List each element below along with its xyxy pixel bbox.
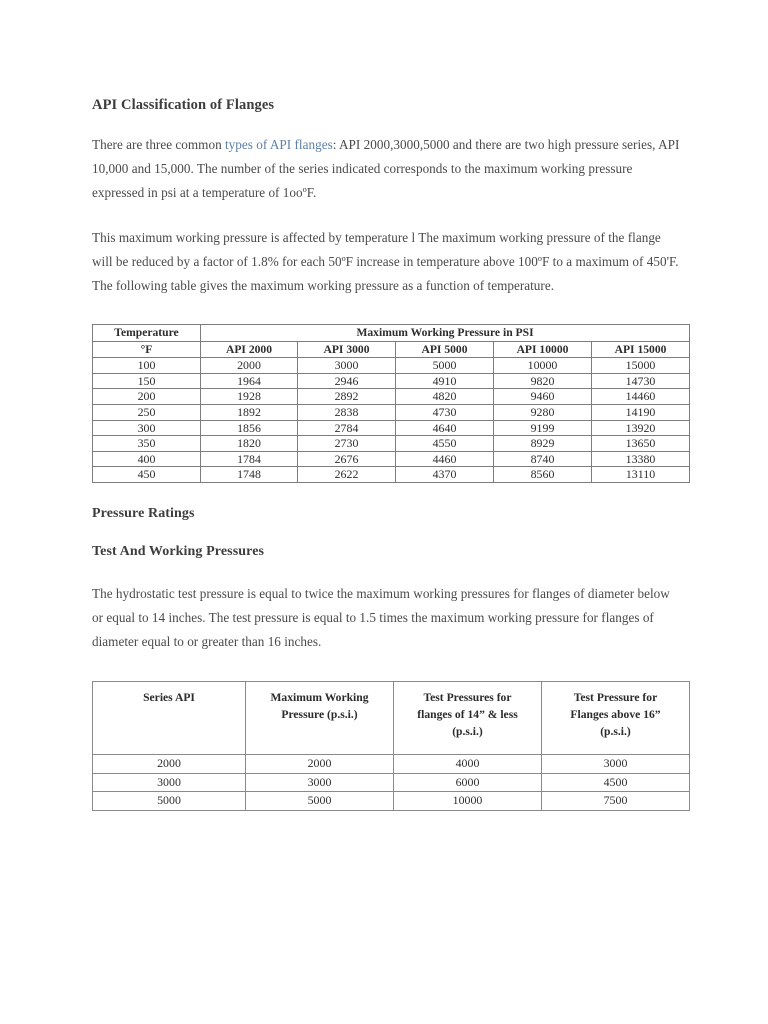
- th-group-max-working-pressure: Maximum Working Pressure in PSI: [201, 325, 690, 342]
- cell-max-working-pressure: 3000: [246, 773, 394, 792]
- cell-temperature: 400: [93, 451, 201, 467]
- cell-api-10000: 9199: [494, 420, 592, 436]
- table-row: [93, 436, 690, 452]
- th-test-16-line3: (p.s.i.): [600, 725, 631, 739]
- th-api-3000: API 3000: [298, 341, 396, 358]
- cell-temperature: 200: [93, 389, 201, 405]
- cell-api-3000: 2784: [298, 420, 396, 436]
- table-2-header-row: [93, 682, 690, 755]
- cell-api-2000: 1856: [201, 420, 298, 436]
- th-api-10000: API 10000: [494, 341, 592, 358]
- table-1-header-row-1: [93, 325, 690, 342]
- paragraph-intro: [92, 133, 680, 205]
- th-series-api-line1: Series API: [143, 691, 195, 705]
- cell-api-10000: 9460: [494, 389, 592, 405]
- cell-api-15000: 13650: [592, 436, 690, 452]
- cell-api-5000: 5000: [396, 358, 494, 374]
- cell-api-5000: 4820: [396, 389, 494, 405]
- cell-temperature: 150: [93, 373, 201, 389]
- cell-api-3000: 2730: [298, 436, 396, 452]
- paragraph-hydrostatic-test: The hydrostatic test pressure is equal to twice the maximum working pressures for flanges of diameter below or equal to 14 inches. The test pressure is equal to 1.5 times the maximum working pressure for flanges of diameter equal to or greater than 16 inches.: [92, 586, 670, 650]
- paragraph-spacer: [92, 205, 680, 226]
- cell-api-2000: 1928: [201, 389, 298, 405]
- cell-api-15000: 15000: [592, 358, 690, 374]
- cell-api-2000: 1964: [201, 373, 298, 389]
- cell-api-3000: 2892: [298, 389, 396, 405]
- cell-max-working-pressure: 2000: [246, 755, 394, 774]
- cell-temperature: 450: [93, 467, 201, 483]
- th-api-15000: API 15000: [592, 341, 690, 358]
- cell-test-pressure-16-above: 4500: [542, 773, 690, 792]
- cell-series-api: 2000: [93, 755, 246, 774]
- cell-series-api: 5000: [93, 792, 246, 811]
- cell-api-15000: 14190: [592, 404, 690, 420]
- heading-test-and-working-pressures: Test And Working Pressures: [92, 544, 265, 560]
- heading-pressure-ratings: Pressure Ratings: [92, 505, 195, 521]
- cell-api-10000: 8929: [494, 436, 592, 452]
- cell-api-5000: 4910: [396, 373, 494, 389]
- cell-api-15000: 14730: [592, 373, 690, 389]
- table-1-body: [93, 358, 690, 483]
- th-series-api: [93, 682, 246, 755]
- table-row: [93, 420, 690, 436]
- gap-before-pressure-ratings: [92, 483, 680, 505]
- cell-api-5000: 4460: [396, 451, 494, 467]
- table-row: [93, 792, 690, 811]
- th-test-pressure-above-16: [542, 682, 690, 755]
- cell-api-10000: 9820: [494, 373, 592, 389]
- cell-api-5000: 4640: [396, 420, 494, 436]
- table-row: [93, 404, 690, 420]
- cell-api-15000: 13110: [592, 467, 690, 483]
- cell-temperature: 250: [93, 404, 201, 420]
- cell-api-3000: 2946: [298, 373, 396, 389]
- cell-api-15000: 14460: [592, 389, 690, 405]
- types-of-api-flanges-link[interactable]: types of API flanges: [225, 137, 333, 153]
- cell-api-10000: 10000: [494, 358, 592, 374]
- th-max-working-line2: Pressure (p.s.i.): [281, 708, 358, 722]
- page-title: API Classification of Flanges: [92, 97, 275, 113]
- paragraph-intro-part1: There are three common: [92, 137, 225, 153]
- paragraph-temperature-effect: This maximum working pressure is affected by temperature l The maximum working pressure of the flange will be reduced by a factor of 1.8% for each 50ºF increase in temperature above 100ºF to a maximum of 450'F. The following table gives the maximum working pressure as a function of temperature.: [92, 230, 679, 294]
- th-test-14-line1: Test Pressures for: [423, 691, 512, 705]
- table-1-head: [93, 325, 690, 358]
- cell-api-2000: 1820: [201, 436, 298, 452]
- cell-test-pressure-14-less: 10000: [394, 792, 542, 811]
- th-test-16-line1: Test Pressure for: [573, 691, 658, 705]
- cell-temperature: 100: [93, 358, 201, 374]
- cell-test-pressure-16-above: 7500: [542, 792, 690, 811]
- cell-api-10000: 8740: [494, 451, 592, 467]
- th-api-2000: API 2000: [201, 341, 298, 358]
- cell-api-2000: 1892: [201, 404, 298, 420]
- cell-api-10000: 8560: [494, 467, 592, 483]
- th-test-14-line3: (p.s.i.): [452, 725, 483, 739]
- table-2-body: [93, 755, 690, 811]
- cell-api-2000: 2000: [201, 358, 298, 374]
- cell-max-working-pressure: 5000: [246, 792, 394, 811]
- table-2-wrapper: [92, 681, 689, 811]
- cell-api-3000: 3000: [298, 358, 396, 374]
- cell-api-10000: 9280: [494, 404, 592, 420]
- cell-temperature: 350: [93, 436, 201, 452]
- table-row: [93, 451, 690, 467]
- cell-temperature: 300: [93, 420, 201, 436]
- cell-api-3000: 2838: [298, 404, 396, 420]
- table-row: [93, 389, 690, 405]
- th-test-14-line2: flanges of 14” & less: [417, 708, 518, 722]
- cell-api-15000: 13380: [592, 451, 690, 467]
- th-maximum-working-pressure: [246, 682, 394, 755]
- cell-api-15000: 13920: [592, 420, 690, 436]
- cell-api-5000: 4370: [396, 467, 494, 483]
- table-row: [93, 755, 690, 774]
- table-1-header-row-2: [93, 341, 690, 358]
- th-test-pressures-14-and-less: [394, 682, 542, 755]
- cell-api-2000: 1748: [201, 467, 298, 483]
- max-working-pressure-table: [92, 324, 690, 483]
- cell-api-3000: 2676: [298, 451, 396, 467]
- cell-test-pressure-14-less: 4000: [394, 755, 542, 774]
- document-content: [92, 96, 680, 811]
- cell-api-5000: 4550: [396, 436, 494, 452]
- table-row: [93, 373, 690, 389]
- table-row: [93, 467, 690, 483]
- th-max-working-line1: Maximum Working: [270, 691, 369, 705]
- th-test-16-line2: Flanges above 16”: [570, 708, 661, 722]
- paragraph-intro-part2: : API 2000,3000,5000 and there are two high pressure series, API 10,000 and 15,000. The number of the series indicated corresponds to the maximum working pressure expressed in psi at a temperature of 1ooºF.: [92, 137, 680, 201]
- th-temperature-line1: Temperature: [93, 325, 201, 342]
- cell-test-pressure-16-above: 3000: [542, 755, 690, 774]
- gap-before-paragraph-3: [92, 561, 680, 582]
- cell-api-2000: 1784: [201, 451, 298, 467]
- gap-before-test-working: [92, 523, 680, 543]
- cell-series-api: 3000: [93, 773, 246, 792]
- cell-api-5000: 4730: [396, 404, 494, 420]
- table-1-wrapper: [92, 324, 689, 483]
- test-and-working-pressures-table: [92, 681, 690, 811]
- cell-api-3000: 2622: [298, 467, 396, 483]
- cell-test-pressure-14-less: 6000: [394, 773, 542, 792]
- table-row: [93, 773, 690, 792]
- table-2-head: [93, 682, 690, 755]
- table-row: [93, 358, 690, 374]
- th-api-5000: API 5000: [396, 341, 494, 358]
- th-temperature-line2: °F: [93, 341, 201, 358]
